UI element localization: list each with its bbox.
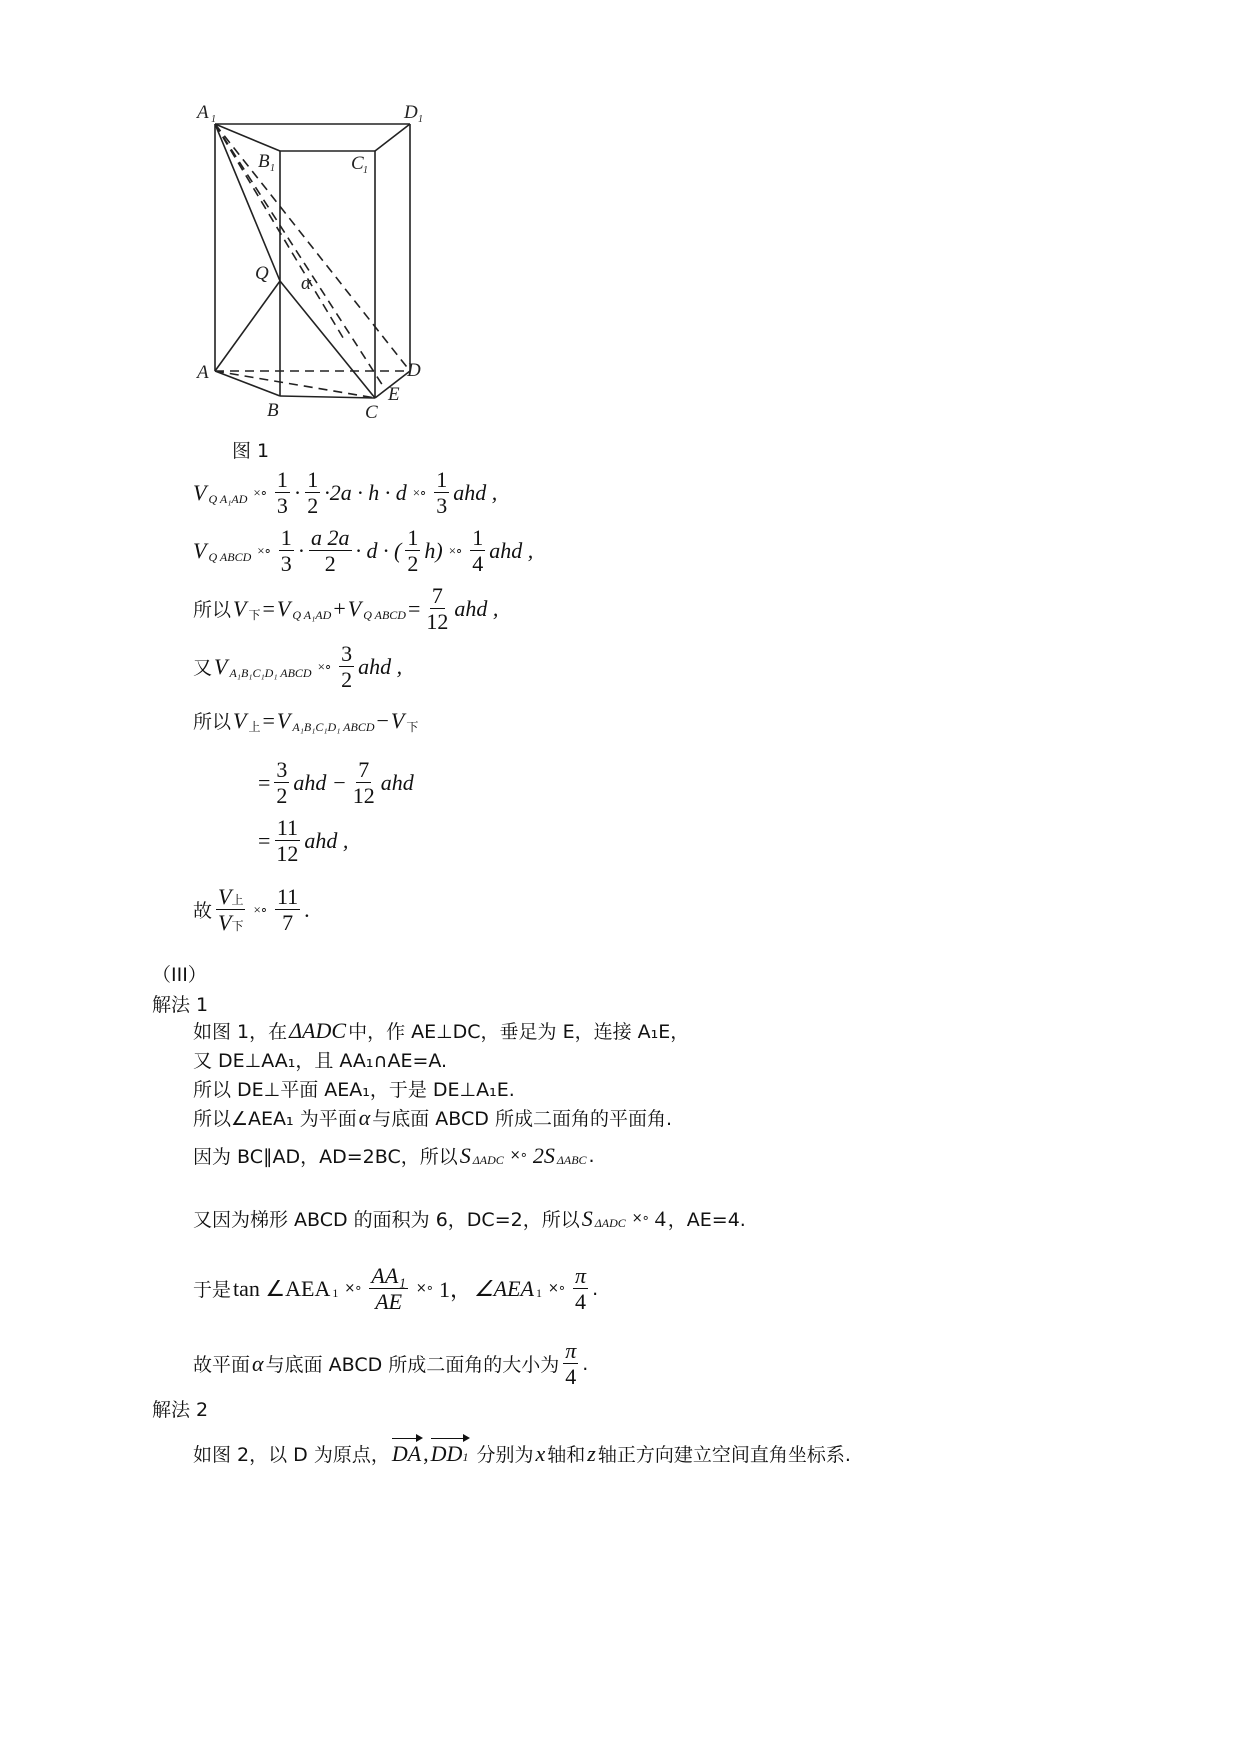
p1-rest: 中，作 AE⊥DC，垂足为 E，连接 A₁E，	[348, 1021, 690, 1043]
eq1-f1-num: 1	[276, 467, 288, 492]
p6-odd-glyph: ×∘	[631, 1211, 649, 1226]
eq6-f1-num: 3	[276, 757, 288, 782]
eq1-V: V	[193, 479, 207, 505]
eq7-f-den: 12	[276, 841, 299, 867]
p4-alpha: α	[358, 1104, 371, 1130]
eq2-sub: Q ABCD	[208, 550, 252, 565]
p6-tail: ，AE=4.	[667, 1209, 746, 1231]
equation-4	[193, 641, 402, 693]
paragraph-3: 所以 DE⊥平面 AEA₁，于是 DE⊥A₁E.	[193, 1079, 515, 1101]
eq5-sub: A₁B₁C₁D₁ ABCD	[292, 720, 375, 734]
eq4-f-den: 2	[341, 667, 353, 693]
eq2-odd-glyph: ×∘	[257, 542, 271, 558]
eq2-V: V	[193, 537, 207, 563]
eq6-tail: ahd	[380, 769, 414, 795]
eq6-eq: =	[258, 769, 271, 795]
label-C: C	[365, 402, 378, 423]
eq5-eq: =	[262, 707, 275, 733]
figure-caption: 图 1	[232, 440, 270, 462]
eq1-odd-glyph: ×∘	[253, 484, 267, 500]
p1-triangle: ΔADC	[289, 1017, 347, 1043]
eq2-odd-glyph-2: ×∘	[448, 542, 463, 558]
eq5-sub-up: 上	[248, 720, 261, 734]
eq6-f2-num: 7	[358, 757, 370, 782]
eq3-V: V	[233, 595, 247, 621]
eq4-tail: ahd ,	[358, 653, 403, 679]
paragraph-7	[193, 1263, 598, 1315]
eq2-f4-den: 4	[472, 551, 484, 577]
p8-text-b: 与底面 ABCD 所成二面角的大小为	[265, 1354, 560, 1377]
label-D: D	[407, 360, 421, 381]
eq2-dot: ·	[297, 537, 306, 563]
eq7-tail: ahd ,	[304, 827, 349, 853]
paragraph-9	[193, 1440, 851, 1467]
p7-sub-2: 1	[536, 1286, 542, 1301]
vector-DD1: DD	[430, 1440, 463, 1466]
p7-pi-den: 4	[575, 1289, 587, 1315]
eq1-f2-den: 2	[307, 493, 319, 519]
vector-DA: DA	[391, 1440, 422, 1466]
vector-DD1-sub: 1	[462, 1449, 469, 1464]
eq2-tail: ahd ,	[489, 537, 534, 563]
eq7-eq: =	[258, 827, 271, 853]
eq7-f-num: 11	[276, 815, 299, 840]
p8-pi-den: 4	[565, 1364, 577, 1390]
method-1-heading: 解法 1	[152, 994, 209, 1016]
label-A: A	[197, 362, 209, 383]
p8-alpha: α	[252, 1350, 264, 1376]
label-C1-sub: 1	[363, 165, 368, 176]
geometry-figure	[197, 96, 435, 440]
p7-odd-glyph-3: ×∘	[548, 1281, 566, 1297]
p7-odd-glyph-2: ×∘	[415, 1281, 433, 1297]
eq3-sub1: Q A₁AD	[292, 608, 332, 623]
equation-3	[193, 583, 498, 635]
p5-odd-glyph: ×∘	[509, 1148, 527, 1163]
eq3-sub2: Q ABCD	[363, 608, 406, 623]
p5-sub2: ΔABC	[556, 1153, 587, 1167]
eq3-eq2: =	[407, 595, 421, 621]
label-C1: C	[351, 153, 364, 174]
eq1-f2-num: 1	[307, 467, 319, 492]
p7-odd-glyph: ×∘	[344, 1281, 362, 1297]
eq6-f1-den: 2	[276, 783, 288, 809]
eq6-mid: ahd −	[293, 769, 347, 795]
p7-tail: .	[592, 1277, 599, 1300]
p5-sub: ΔADC	[472, 1153, 504, 1167]
eq2-mid: · d · (	[355, 537, 402, 563]
eq1-sub: Q A₁AD	[208, 492, 248, 507]
p9-x: x	[535, 1440, 546, 1466]
paragraph-1	[193, 1017, 689, 1044]
eq8-f-den: 7	[282, 910, 294, 936]
prism-diagram	[197, 96, 435, 436]
eq5-minus: −	[376, 707, 389, 733]
paragraph-8	[193, 1338, 588, 1390]
p7-sub: 1	[332, 1286, 339, 1301]
eq1-mid: ·2a · h · d	[324, 479, 407, 505]
label-E: E	[388, 384, 400, 405]
eq3-f-den: 12	[426, 609, 449, 635]
p8-pi-num: π	[565, 1338, 577, 1363]
eq5-sub-down: 下	[406, 720, 419, 734]
eq1-f3-den: 3	[436, 493, 448, 519]
p6-sub: ΔADC	[594, 1216, 626, 1230]
label-Q: Q	[255, 263, 269, 284]
p7-tan: tan ∠AEA	[233, 1275, 331, 1301]
eq2-f3-den: 2	[407, 551, 419, 577]
eq1-f3-num: 1	[436, 467, 448, 492]
eq8-odd-glyph: ×∘	[253, 901, 267, 917]
equation-1	[193, 467, 497, 519]
paragraph-6	[193, 1205, 746, 1232]
label-A1: A	[197, 102, 209, 123]
p5-text: 因为 BC∥AD，AD=2BC，所以	[193, 1146, 458, 1168]
eq3-V2: V	[276, 595, 291, 621]
eq2-f2-num: a 2a	[311, 525, 350, 550]
equation-8	[193, 884, 310, 936]
label-A1-sub: 1	[211, 114, 216, 125]
method-2-heading: 解法 2	[152, 1399, 209, 1421]
label-B: B	[267, 400, 279, 421]
eq8-num-sub: 上	[231, 893, 244, 907]
eq8-f-num: 11	[276, 884, 299, 909]
eq3-eq: =	[262, 595, 275, 621]
eq8-prefix: 故	[193, 900, 213, 923]
eq2-h: h)	[424, 537, 443, 563]
p5-mid: 2S	[532, 1142, 555, 1168]
eq3-tail: ahd ,	[454, 595, 499, 621]
paragraph-4	[193, 1104, 672, 1131]
equation-2	[193, 525, 533, 577]
p7-text: 于是	[193, 1279, 232, 1302]
p8-text-a: 故平面	[193, 1354, 251, 1377]
p9-text-c: 轴和	[547, 1444, 586, 1466]
eq5-V3: V	[390, 707, 405, 733]
eq1-tail: ahd ,	[453, 479, 498, 505]
eq1-dot: ·	[293, 479, 302, 505]
eq5-V: V	[233, 707, 247, 733]
p4-text-a: 所以∠AEA₁ 为平面	[193, 1108, 357, 1130]
eq5-V2: V	[276, 707, 291, 733]
equation-5	[193, 706, 418, 735]
eq1-odd-glyph-2: ×∘	[412, 484, 427, 500]
p9-text-d: 轴正方向建立空间直角坐标系.	[597, 1444, 851, 1466]
eq4-f-num: 3	[341, 641, 353, 666]
p5-tail: .	[588, 1144, 595, 1167]
equation-6	[258, 757, 414, 809]
p7-f-den: AE	[375, 1289, 403, 1315]
p1-text: 如图 1，在	[193, 1021, 288, 1043]
p9-z: z	[587, 1440, 596, 1466]
p7-one: 1，	[438, 1277, 472, 1303]
eq3-plus: +	[333, 595, 346, 621]
eq2-f2-den: 2	[324, 551, 336, 577]
p7-angle: ∠AEA	[473, 1275, 534, 1301]
eq2-f4-num: 1	[472, 525, 484, 550]
eq3-sub-down: 下	[248, 608, 261, 623]
eq2-f3-num: 1	[407, 525, 419, 550]
eq6-f2-den: 12	[352, 783, 375, 809]
p7-f-num: AA₁	[371, 1263, 406, 1288]
p7-pi-num: π	[575, 1263, 587, 1288]
p6-S: S	[581, 1205, 593, 1231]
p5-S: S	[459, 1142, 471, 1168]
p6-value: 4	[654, 1205, 666, 1231]
label-D1-sub: 1	[418, 114, 423, 125]
paragraph-2: 又 DE⊥AA₁，且 AA₁∩AE=A.	[193, 1050, 448, 1072]
eq2-f1-num: 1	[280, 525, 292, 550]
label-B1-sub: 1	[270, 163, 275, 174]
eq8-tail: .	[304, 896, 310, 922]
p8-tail: .	[582, 1352, 589, 1375]
p4-text-b: 与底面 ABCD 所成二面角的平面角.	[372, 1108, 672, 1130]
eq8-den-sub: 下	[231, 919, 244, 934]
p9-comma: ,	[423, 1440, 429, 1466]
eq4-prefix: 又	[193, 657, 213, 680]
eq8-num-V: V	[218, 884, 232, 909]
eq5-prefix: 所以	[193, 711, 232, 733]
eq4-V: V	[214, 653, 228, 679]
eq3-f-num: 7	[431, 583, 443, 608]
label-B1: B	[258, 151, 270, 172]
eq4-odd-glyph: ×∘	[317, 658, 332, 674]
eq3-prefix: 所以	[193, 599, 232, 622]
p6-text: 又因为梯形 ABCD 的面积为 6，DC=2，所以	[193, 1209, 580, 1231]
p9-text-b: 分别为	[476, 1444, 534, 1466]
paragraph-5	[193, 1142, 595, 1169]
eq1-f1-den: 3	[276, 493, 288, 519]
equation-7	[258, 815, 348, 867]
part-3-heading: （III）	[152, 964, 207, 986]
eq8-den-V: V	[218, 910, 232, 936]
eq3-V3: V	[347, 595, 362, 621]
label-alpha: α	[301, 273, 311, 294]
eq2-f1-den: 3	[280, 551, 292, 577]
p9-text-a: 如图 2，以 D 为原点，	[193, 1444, 390, 1466]
eq4-sub: A₁B₁C₁D₁ ABCD	[229, 666, 312, 681]
label-D1: D	[404, 102, 418, 123]
